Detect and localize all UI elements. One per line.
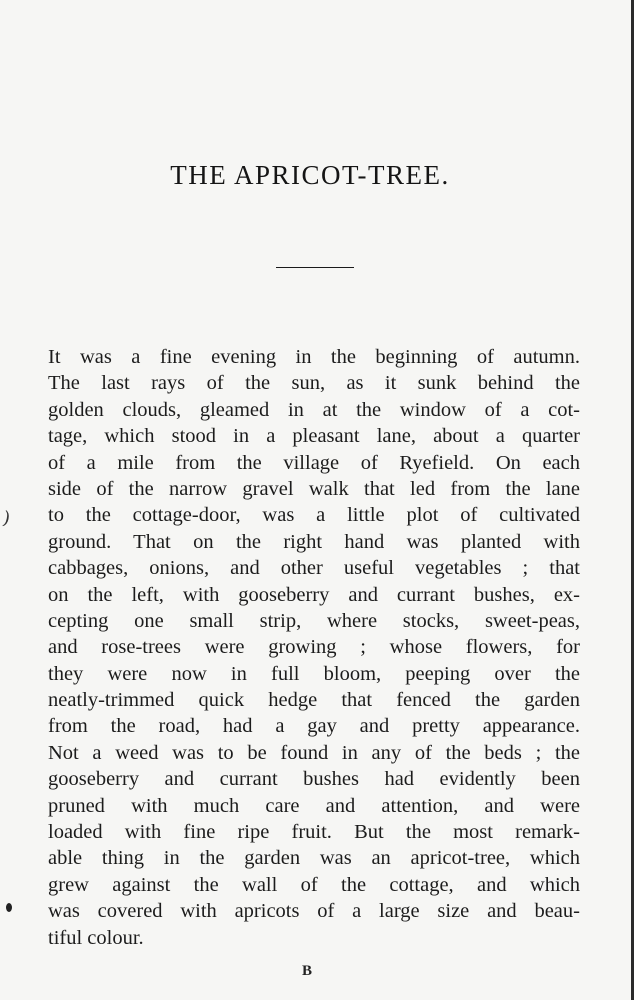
text-line: cabbages, onions, and other useful vegetables ; that	[48, 557, 580, 580]
text-line: tiful colour.	[48, 926, 144, 949]
text-line: from the road, had a gay and pretty appearance.	[48, 715, 580, 738]
text-line: The last rays of the sun, as it sunk behind the	[48, 372, 580, 395]
text-line: neatly-trimmed quick hedge that fenced the garden	[48, 689, 580, 712]
body-text	[48, 344, 580, 951]
chapter-title: THE APRICOT-TREE.	[170, 160, 450, 190]
text-line: golden clouds, gleamed in at the window of a cot-	[48, 398, 580, 421]
text-line: was covered with apricots of a large size and beau-	[48, 900, 580, 923]
text-line: able thing in the garden was an apricot-tree, which	[48, 847, 580, 870]
title-rule	[276, 267, 354, 268]
text-line: cepting one small strip, where stocks, sweet-peas,	[48, 609, 580, 632]
text-line: on the left, with gooseberry and currant bushes, ex-	[48, 583, 580, 606]
text-line: gooseberry and currant bushes had evidently been	[48, 768, 580, 791]
text-line: grew against the wall of the cottage, and which	[48, 873, 580, 896]
text-line: to the cottage-door, was a little plot of cultivated	[48, 504, 580, 527]
text-line: side of the narrow gravel walk that led from the lane	[48, 477, 580, 500]
text-line: of a mile from the village of Ryefield. On each	[48, 451, 580, 474]
text-line: ground. That on the right hand was planted with	[48, 530, 580, 553]
text-line: loaded with fine ripe fruit. But the most remark-	[48, 821, 580, 844]
printer-signature-mark: B	[301, 963, 312, 979]
text-line: Not a weed was to be found in any of the beds ; the	[48, 741, 580, 764]
text-line: pruned with much care and attention, and were	[48, 794, 580, 817]
text-line: and rose-trees were growing ; whose flowers, for	[48, 636, 580, 659]
ink-blot	[6, 903, 12, 912]
margin-mark: )	[0, 507, 13, 530]
text-line: they were now in full bloom, peeping over the	[48, 662, 580, 685]
text-line: It was a fine evening in the beginning of autumn.	[48, 346, 580, 368]
text-line: tage, which stood in a pleasant lane, about a quarter	[48, 425, 580, 448]
